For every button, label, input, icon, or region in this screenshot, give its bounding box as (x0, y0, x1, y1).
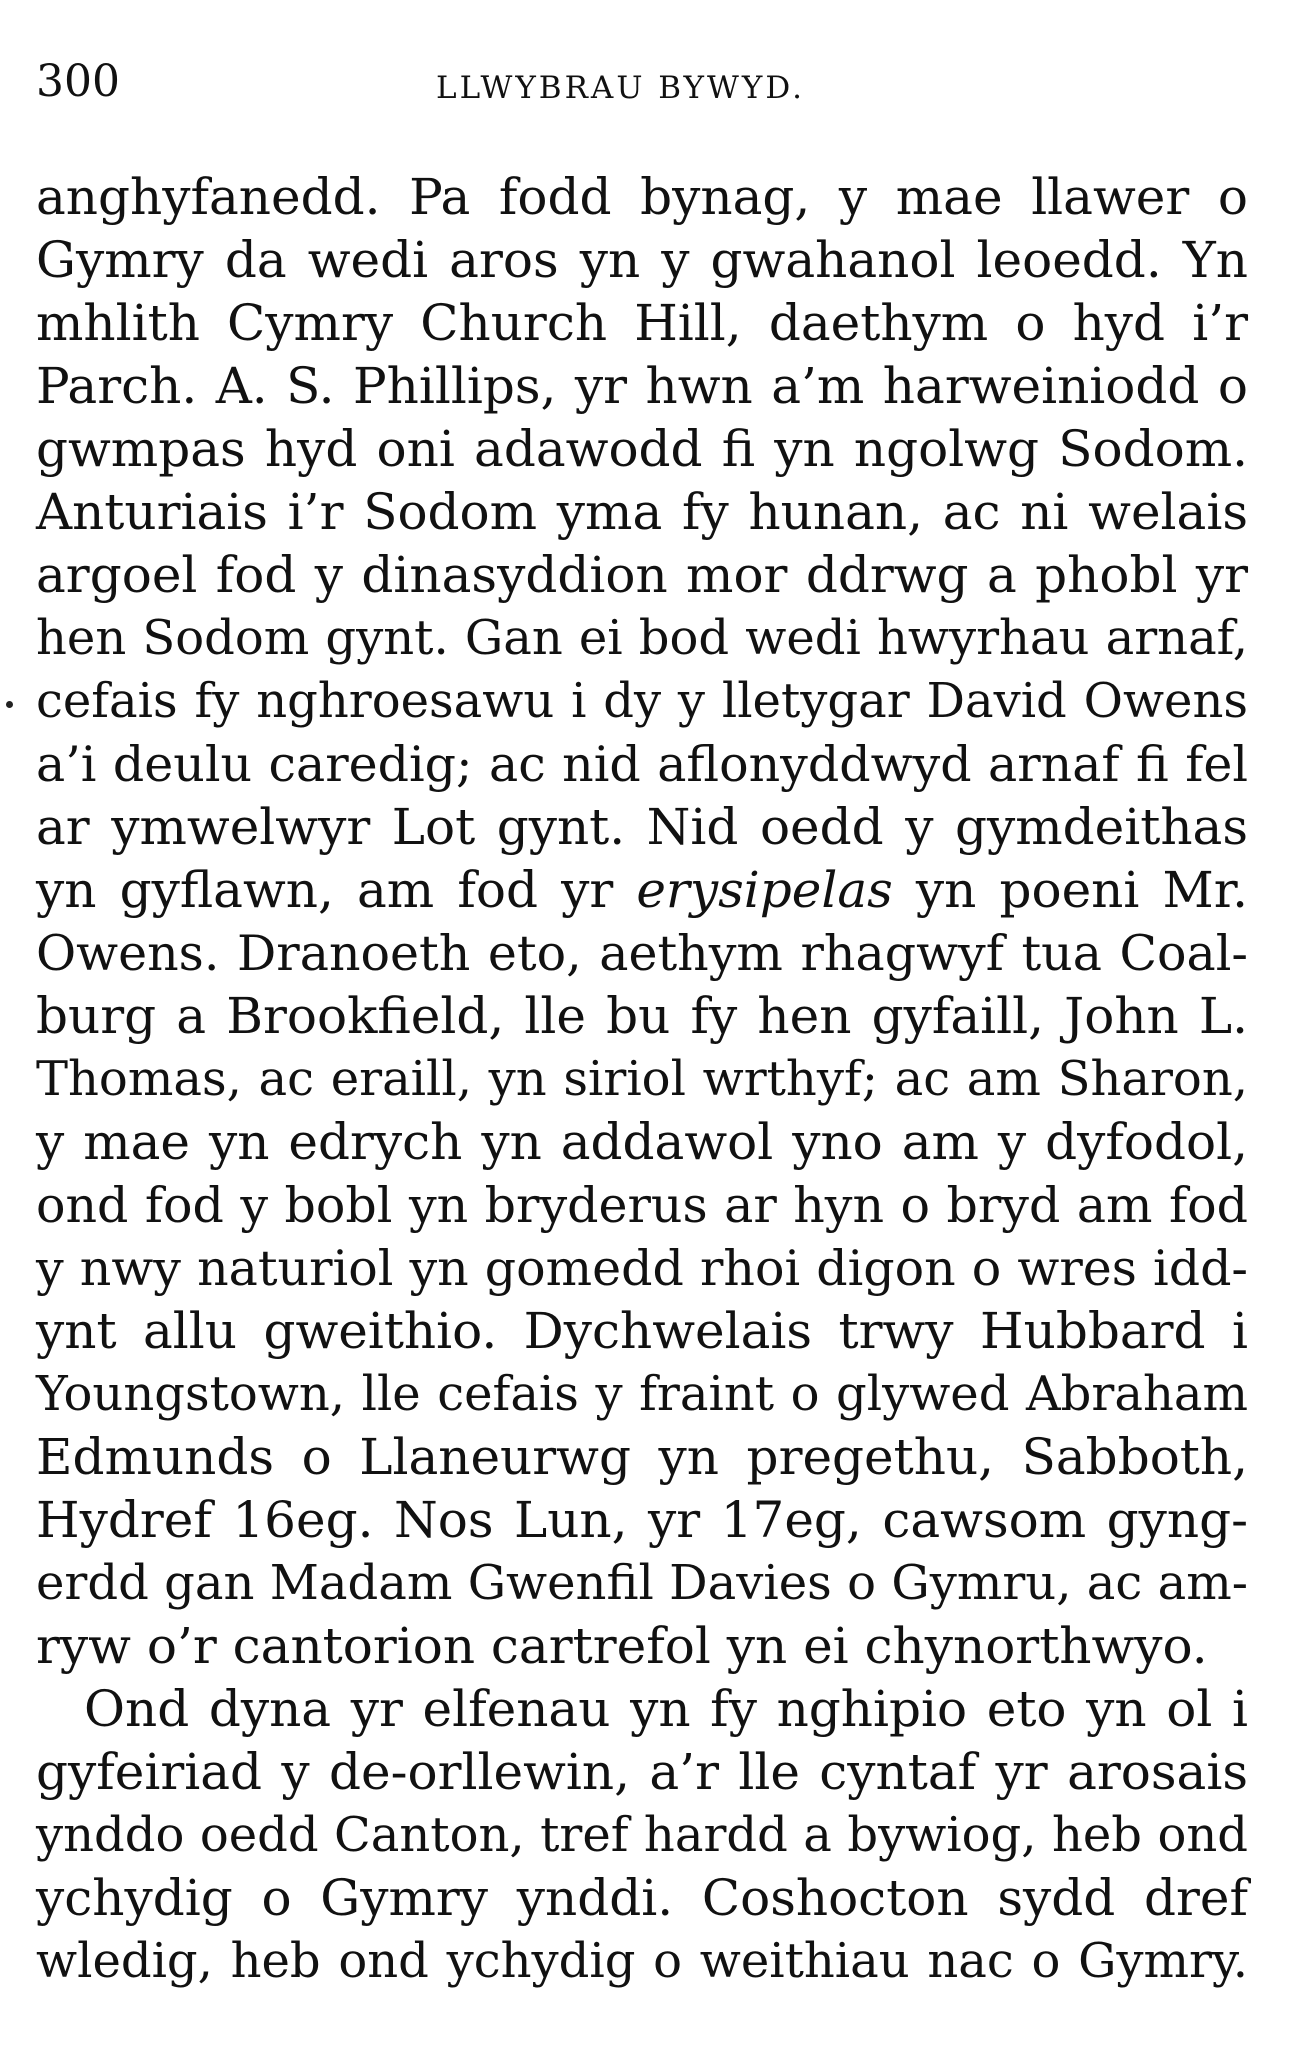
text-line: ychydig o Gymry ynddi. Coshocton sydd dref (36, 1869, 1248, 1927)
margin-mark (6, 701, 13, 708)
text-line: ynt allu gweithio. Dychwelais trwy Hubbard i (36, 1302, 1248, 1360)
text-line: ynddo oedd Canton, tref hardd a bywiog, heb ond (36, 1807, 1248, 1863)
text-segment: yn poeni Mr. (892, 861, 1248, 919)
text-line: anghyfanedd. Pa fodd bynag, y mae llawer o (36, 168, 1248, 226)
text-line: y mae yn edrych yn addawol yno am y dyfodol, (36, 1113, 1248, 1171)
text-line: Gymry da wedi aros yn y gwahanol leoedd. Yn (36, 231, 1248, 289)
text-line: Owens. Dranoeth eto, aethym rhagwyf tua Coal- (36, 925, 1248, 982)
text-line: Youngstown, lle cefais y fraint o glywed Abraham (36, 1366, 1248, 1422)
italic-term: erysipelas (636, 861, 893, 919)
text-line: y nwy naturiol yn gomedd rhoi digon o wres idd- (36, 1240, 1248, 1297)
text-line: ar ymwelwyr Lot gynt. Nid oedd y gymdeithas (36, 798, 1248, 856)
text-line-with-italic (36, 859, 1248, 922)
paragraph (36, 1678, 1248, 1993)
text-line: hen Sodom gynt. Gan ei bod wedi hwyrhau arnaf, (36, 610, 1248, 666)
text-line: Edmunds o Llaneurwg yn pregethu, Sabboth, (36, 1428, 1248, 1486)
text-line: wledig, heb ond ychydig o weithiau nac o Gymry. (36, 1933, 1248, 1989)
text-line: argoel fod y dinasyddion mor ddrwg a phobl yr (36, 546, 1248, 604)
text-line: Parch. A. S. Phillips, yr hwn a’m harweiniodd o (36, 357, 1248, 415)
body-text (36, 166, 1248, 1993)
text-line: burg a Brookfield, lle bu fy hen gyfaill, John L. (36, 987, 1248, 1045)
text-line: a’i deulu caredig; ac nid aflonyddwyd arnaf fi fel (36, 736, 1248, 793)
text-line: cefais fy nghroesawu i dy y lletygar David Owens (36, 673, 1248, 729)
text-line: Ond dyna yr elfenau yn fy nghipio eto yn ol i (84, 1680, 1248, 1738)
text-segment: yn gyflawn, am fod yr (36, 861, 637, 919)
page-number: 300 (36, 56, 120, 107)
text-line: Hydref 16eg. Nos Lun, yr 17eg, cawsom gyng- (36, 1491, 1248, 1549)
text-line: gyfeiriad y de-orllewin, a’r lle cyntaf yr arosais (36, 1743, 1248, 1801)
text-line: Thomas, ac eraill, yn siriol wrthyf; ac am Sharon, (36, 1051, 1248, 1107)
text-line: ryw o’r cantorion cartrefol yn ei chynorthwyo. (36, 1617, 1208, 1675)
running-head: LLWYBRAU BYWYD. (436, 70, 805, 106)
page-header (36, 56, 1248, 126)
text-line: mhlith Cymry Church Hill, daethym o hyd i’r (36, 294, 1248, 352)
text-line: gwmpas hyd oni adawodd fi yn ngolwg Sodom. (36, 420, 1248, 478)
text-line: erdd gan Madam Gwenfil Davies o Gymru, ac am- (36, 1555, 1248, 1611)
text-line: ond fod y bobl yn bryderus ar hyn o bryd am fod (36, 1177, 1248, 1234)
paragraph (36, 166, 1248, 1678)
text-line: Anturiais i’r Sodom yma fy hunan, ac ni welais (36, 483, 1248, 541)
